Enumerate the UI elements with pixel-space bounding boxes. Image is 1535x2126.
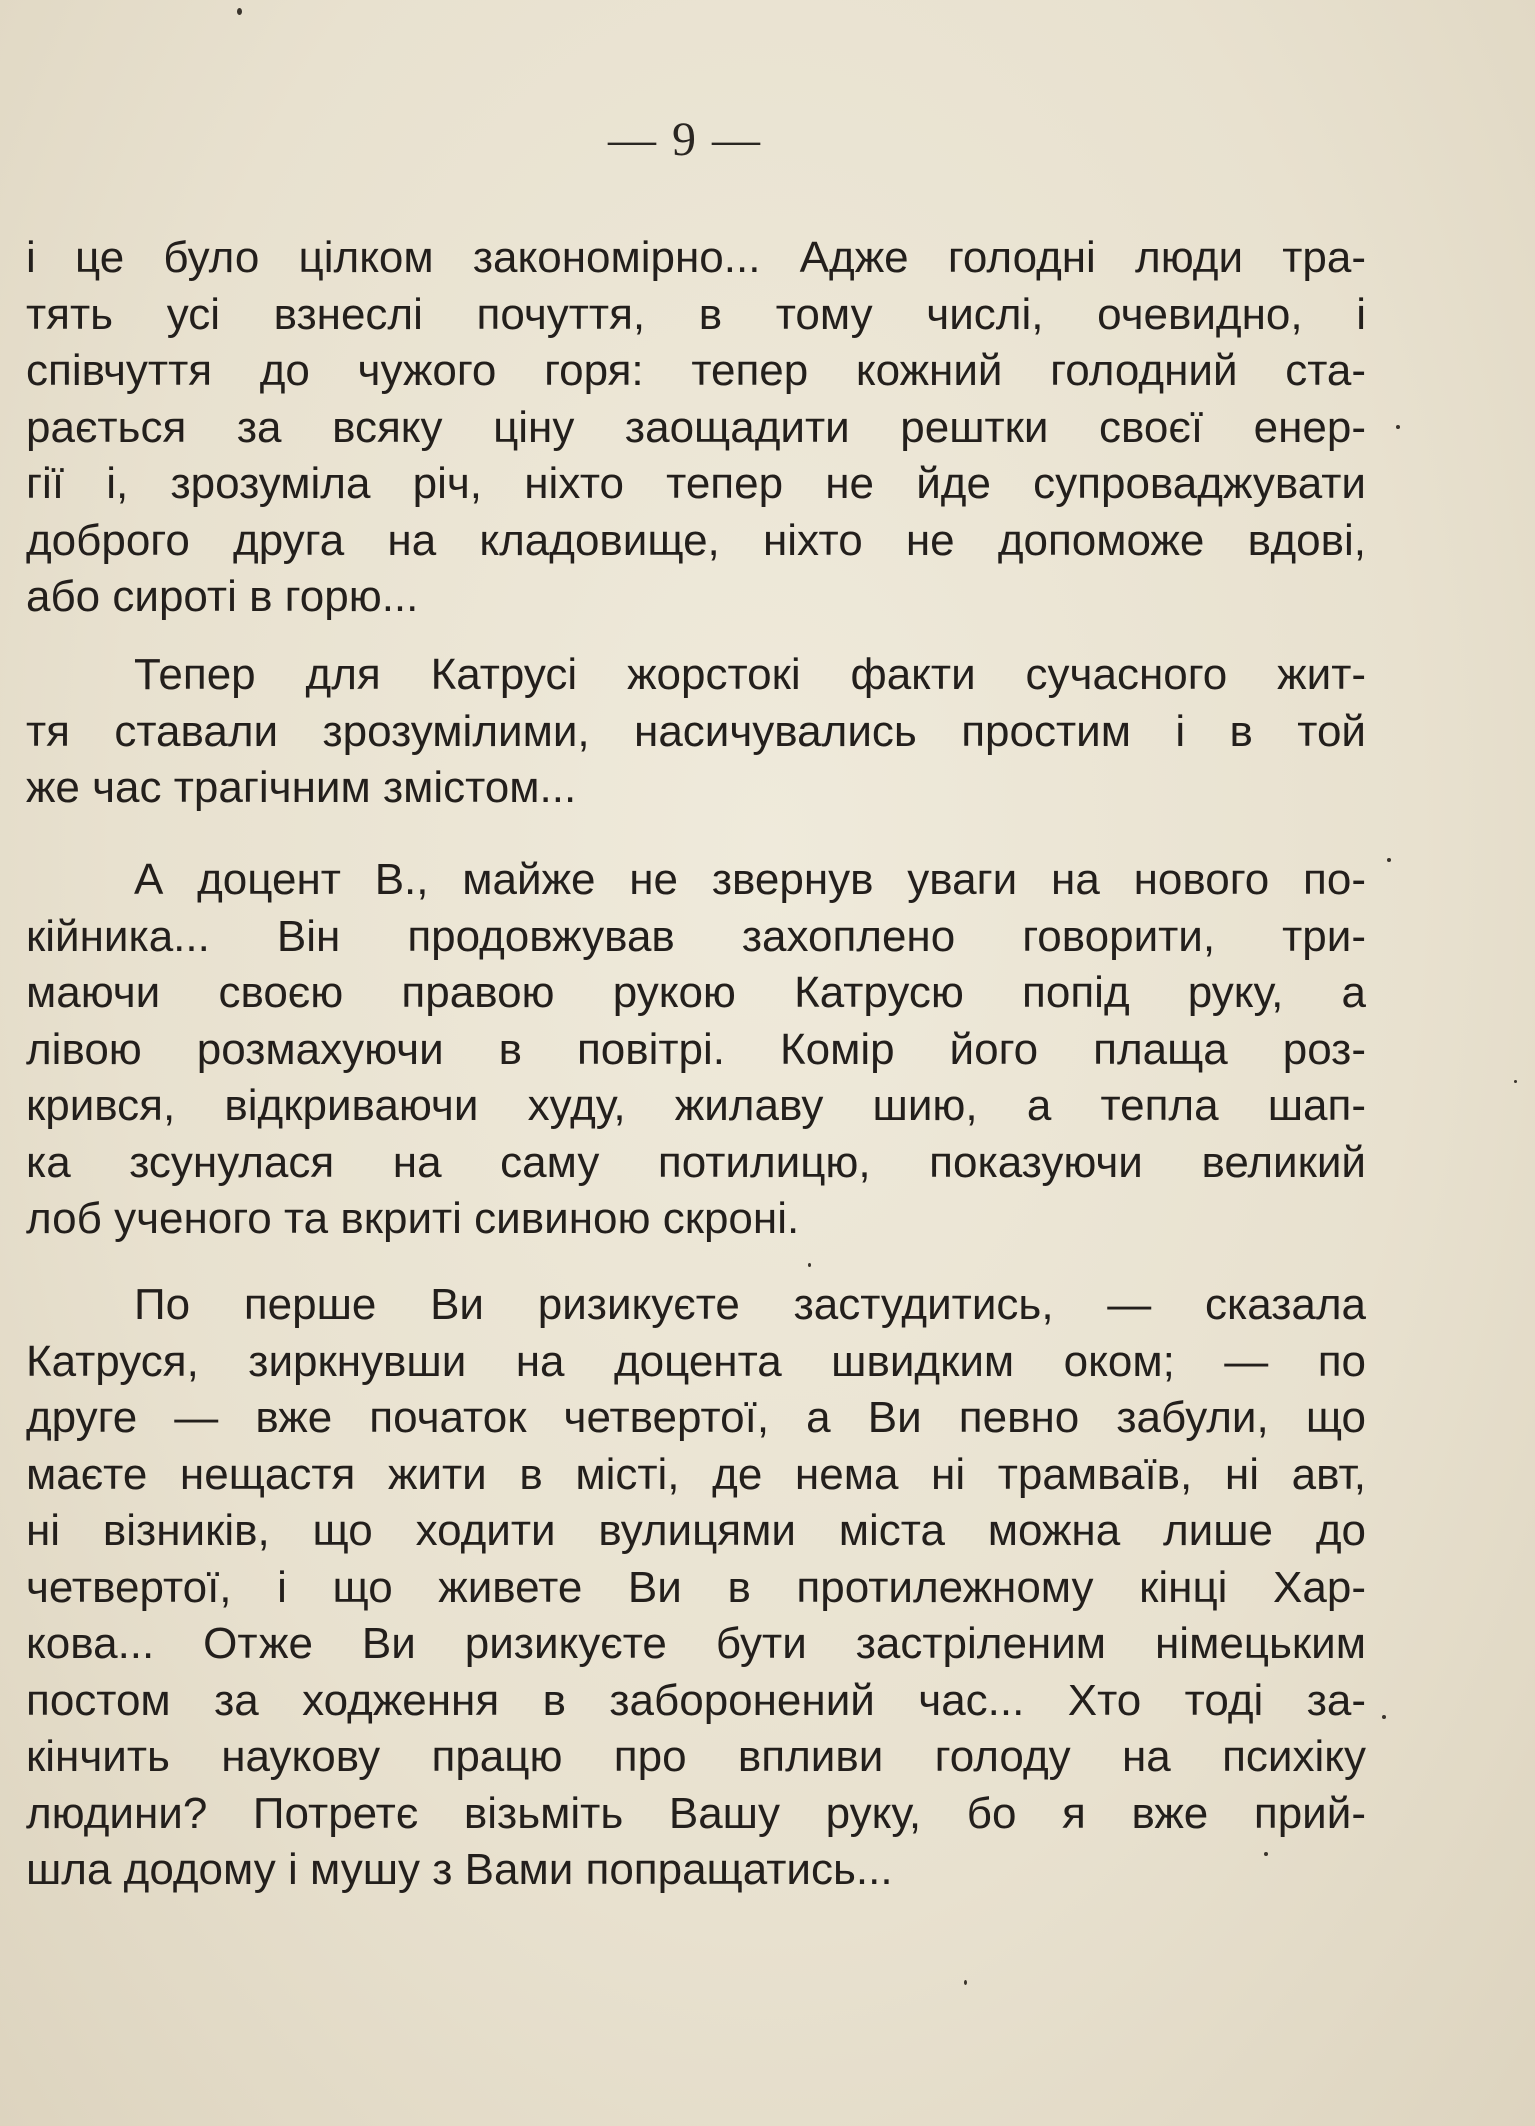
text-line: По перше Ви ризикуєте застудитись, — сказала — [134, 1280, 1366, 1329]
text-line: четвертої, і що живете Ви в протилежному кінці Хар- — [26, 1562, 1366, 1612]
paper-speck — [1264, 1852, 1268, 1856]
text-line: гії і, зрозуміла річ, ніхто тепер не йде супроваджувати — [26, 459, 1366, 508]
text-line: ні візників, що ходити вулицями міста можна лише до — [26, 1506, 1366, 1555]
paper-speck — [1382, 1715, 1386, 1719]
text-line: Катруся, зиркнувши на доцента швидким оком; — по — [26, 1336, 1366, 1386]
paper-speck — [964, 1980, 967, 1985]
text-line: маючи своєю правою рукою Катрусю попід руку, а — [26, 968, 1366, 1017]
text-line: шла додому і мушу з Вами попращатись... — [26, 1845, 893, 1894]
text-line: А доцент В., майже не звернув уваги на нового по- — [134, 855, 1366, 904]
paper-speck — [1514, 1080, 1517, 1083]
text-line: лоб ученого та вкриті сивиною скроні. — [26, 1194, 800, 1243]
paragraph-2 — [26, 647, 1366, 817]
text-line: рається за всяку ціну заощадити рештки своєї енер- — [26, 402, 1366, 452]
paragraph-4 — [26, 1277, 1366, 1899]
text-line: постом за ходження в заборонений час... Хто тоді за- — [26, 1675, 1366, 1725]
text-line: крився, відкриваючи худу, жилаву шию, а тепла шап- — [26, 1081, 1366, 1130]
paper-speck — [1396, 425, 1400, 429]
paper-speck — [808, 1263, 811, 1267]
text-line: або сироті в горю... — [26, 572, 419, 621]
paper-speck — [1387, 858, 1391, 862]
text-line: кійника... Він продовжував захоплено говорити, три- — [26, 911, 1366, 961]
text-line: доброго друга на кладовище, ніхто не допоможе вдові, — [26, 515, 1366, 565]
paragraph-1 — [26, 230, 1366, 626]
text-line: і це було цілком закономірно... Адже голодні люди тра- — [26, 233, 1366, 282]
paragraph-3 — [26, 852, 1366, 1248]
page-number: — 9 — — [608, 113, 762, 166]
text-line: лівою розмахуючи в повітрі. Комір його плаща роз- — [26, 1024, 1366, 1074]
text-line: ка зсунулася на саму потилицю, показуючи великий — [26, 1137, 1366, 1187]
text-line: співчуття до чужого горя: тепер кожний голодний ста- — [26, 346, 1366, 395]
text-line: маєте нещастя жити в місті, де нема ні трамваїв, ні авт, — [26, 1449, 1366, 1499]
text-line: же час трагічним змістом... — [26, 763, 577, 812]
text-line: тя ставали зрозумілими, насичувались простим і в той — [26, 706, 1366, 756]
text-line: кова... Отже Ви ризикуєте бути застріленим німецьким — [26, 1619, 1366, 1668]
text-line: друге — вже початок четвертої, а Ви певно забули, що — [26, 1393, 1366, 1442]
text-line: Тепер для Катрусі жорстокі факти сучасного жит- — [134, 650, 1366, 699]
text-line: людини? Потретє візьміть Вашу руку, бо я вже прий- — [26, 1788, 1366, 1838]
text-line: тять усі взнеслі почуття, в тому числі, очевидно, і — [26, 289, 1366, 339]
text-line: кінчить наукову працю про впливи голоду на психіку — [26, 1732, 1366, 1781]
paper-speck — [237, 8, 242, 15]
